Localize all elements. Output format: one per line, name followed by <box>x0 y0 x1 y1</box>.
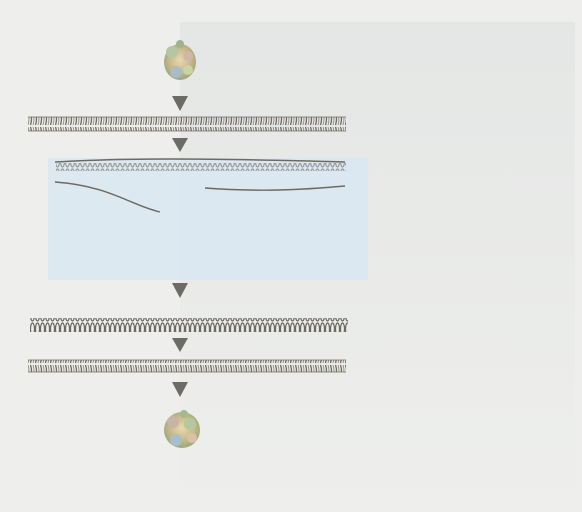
down-arrow-icon <box>172 382 188 397</box>
helix-strand-icon <box>30 318 348 332</box>
down-arrow-icon <box>172 138 188 152</box>
down-arrow-icon <box>172 338 188 352</box>
down-arrow-icon <box>172 96 188 111</box>
protein-blob-icon <box>164 40 196 80</box>
promoter-zone-highlight <box>48 158 368 280</box>
helix-strand-icon <box>28 360 346 372</box>
down-arrow-icon <box>172 283 188 298</box>
protein-blob-icon <box>164 410 200 448</box>
helix-strand-icon <box>28 117 346 131</box>
